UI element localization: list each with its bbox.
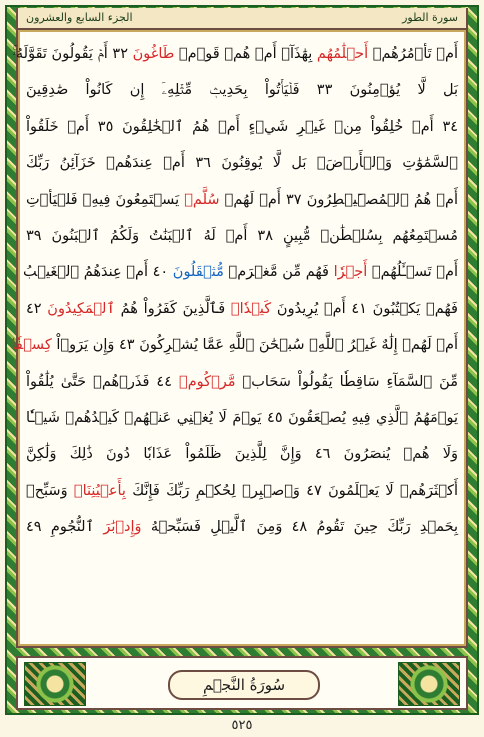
verse-segment: فَهُمۡ يَكۡتُبُونَ ٤١ أَمۡ يُرِيدُونَ [271,300,458,317]
verse-segment: يَسۡتَمِعُونَ فِيهِۖ فَلۡيَأۡتِ [26,191,185,208]
verse-segment: بَل لَّا يُؤۡمِنُونَ ٣٣ فَلۡيَأۡتُواْ بِحَدِيثٖ مِّثۡلِهِۦٓ إِن كَانُواْ صَٰدِقِينَ [26,82,459,99]
verse-segment: مِّنَ ٱلسَّمَآءِ سَاقِطٗا يَقُولُواْ سَحَابٞ [235,373,458,390]
verse-segment: ٤٠ أَمۡ عِندَهُمُ ٱلۡغَيۡبُ [23,264,173,281]
verse-line [12,36,458,72]
verse-line [26,400,458,436]
verse-line [26,109,458,145]
surah-banner [16,656,468,710]
verse-line [23,254,458,290]
verse-line [26,72,458,108]
highlighted-word: مَّرۡكُومٞ [179,373,236,390]
highlighted-word: أَحۡلَٰمُهُم [316,46,369,62]
verse-line [26,182,458,218]
verse-segment: ٣٤ أَمۡ خُلِقُواْ مِنۡ غَيۡرِ شَيۡءٍ أَمۡ هُمُ ٱلۡخَٰلِقُونَ ٣٥ أَمۡ خَلَقُواْ [26,118,459,135]
highlighted-word: كَيۡدٗاۖ [230,300,272,317]
highlighted-word: طَاغُونَ [132,46,175,62]
verse-line [26,218,458,254]
verse-line [26,291,458,327]
verse-segment: ٱلسَّمَٰوَٰتِ وَٱلۡأَرۡضَۚ بَل لَّا يُوقِنُونَ ٣٦ أَمۡ عِندَهُمۡ خَزَآئِنُ رَبِّكَ [26,155,458,172]
verse-segment: أَمۡ لَهُمۡ إِلَٰهٌ غَيۡرُ ٱللَّهِۚ سُبۡحَٰنَ ٱللَّهِ عَمَّا يُشۡرِكُونَ ٤٣ وَإِن يَرَوۡاْ [51,337,458,354]
verse-segment: ٤٢ [26,300,48,317]
verse-segment: ٱلنُّجُومِ ٤٩ [26,519,104,536]
right-ornament-icon [398,662,460,706]
highlighted-word: مُّثۡقَلُونَ [172,264,224,281]
highlighted-word: وَإِدۡبَٰرَ [103,519,142,536]
verse-segment: أَكۡثَرَهُمۡ لَا يَعۡلَمُونَ ٤٧ وَٱصۡبِرۡ لِحُكۡمِ رَبِّكَ فَإِنَّكَ [125,482,459,499]
highlighted-word: كِسۡفٗا [11,337,52,354]
page-number: ٥٢٥ [231,718,253,733]
verse-segment: بِحَمۡدِ رَبِّكَ حِينَ تَقُومُ ٤٨ وَمِنَ ٱلَّيۡلِ فَسَبِّحۡهُ [141,519,458,536]
verse-line [26,509,458,545]
verse-segment: أَمۡ هُمُ ٱلۡمُصَۣيۡطِرُونَ ٣٧ أَمۡ لَهُمۡ [219,191,458,208]
verse-segment: يَوۡمَهُمُ ٱلَّذِي فِيهِ يُصۡعَقُونَ ٤٥ يَوۡمَ لَا يُغۡنِي عَنۡهُمۡ كَيۡدُهُمۡ شَيۡـٔٗا [26,409,458,426]
verse-line [26,145,458,181]
verse-text-block [11,36,459,644]
page-header [16,8,468,28]
verse-segment: وَسَبِّحۡ [26,482,74,499]
verse-segment: فَٱلَّذِينَ كَفَرُواْ هُمُ [114,300,231,317]
verse-segment: فَهُم مِّن مَّغۡرَمٖ [223,264,334,281]
highlighted-word: ٱلۡمَكِيدُونَ [47,300,115,317]
verse-segment: أَمۡ تَأۡمُرُهُمۡ [368,46,458,62]
verse-segment: ٤٤ فَذَرۡهُمۡ حَتَّىٰ يُلَٰقُواْ [26,373,179,390]
verse-segment: ٣٢ أَمۡ يَقُولُونَ تَقَوَّلَهُۥۚ [12,46,133,62]
verse-segment: بِهَٰذَآۚ أَمۡ هُمۡ قَوۡمٞ [174,46,317,62]
next-surah-title: سُورَةُ النَّجۡمِ [168,670,320,700]
verse-line [26,473,458,509]
highlighted-word: بِأَعۡيُنِنَاۖ [73,482,126,499]
verse-segment: وَلَا هُمۡ يُنصَرُونَ ٤٦ وَإِنَّ لِلَّذِينَ ظَلَمُواْ عَذَابٗا دُونَ ذَٰلِكَ وَلَٰكِنَّ [26,446,458,463]
verse-line [26,364,458,400]
highlighted-word: سُلَّمٞ [184,191,220,208]
highlighted-word: أَجۡرٗا [333,264,368,281]
header-juz-label: الجزء السابع والعشرون [26,11,133,24]
verse-segment: مُسۡتَمِعُهُم بِسُلۡطَٰنٖ مُّبِينٍ ٣٨ أَمۡ لَهُ ٱلۡبَنَٰتُ وَلَكُمُ ٱلۡبَنُونَ ٣٩ [26,227,459,244]
verse-line [11,327,458,363]
left-ornament-icon [24,662,86,706]
verse-segment: أَمۡ تَسۡـَٔلُهُمۡ [367,264,458,281]
header-surah-label: سورة الطور [402,11,458,24]
verse-line [26,436,458,472]
